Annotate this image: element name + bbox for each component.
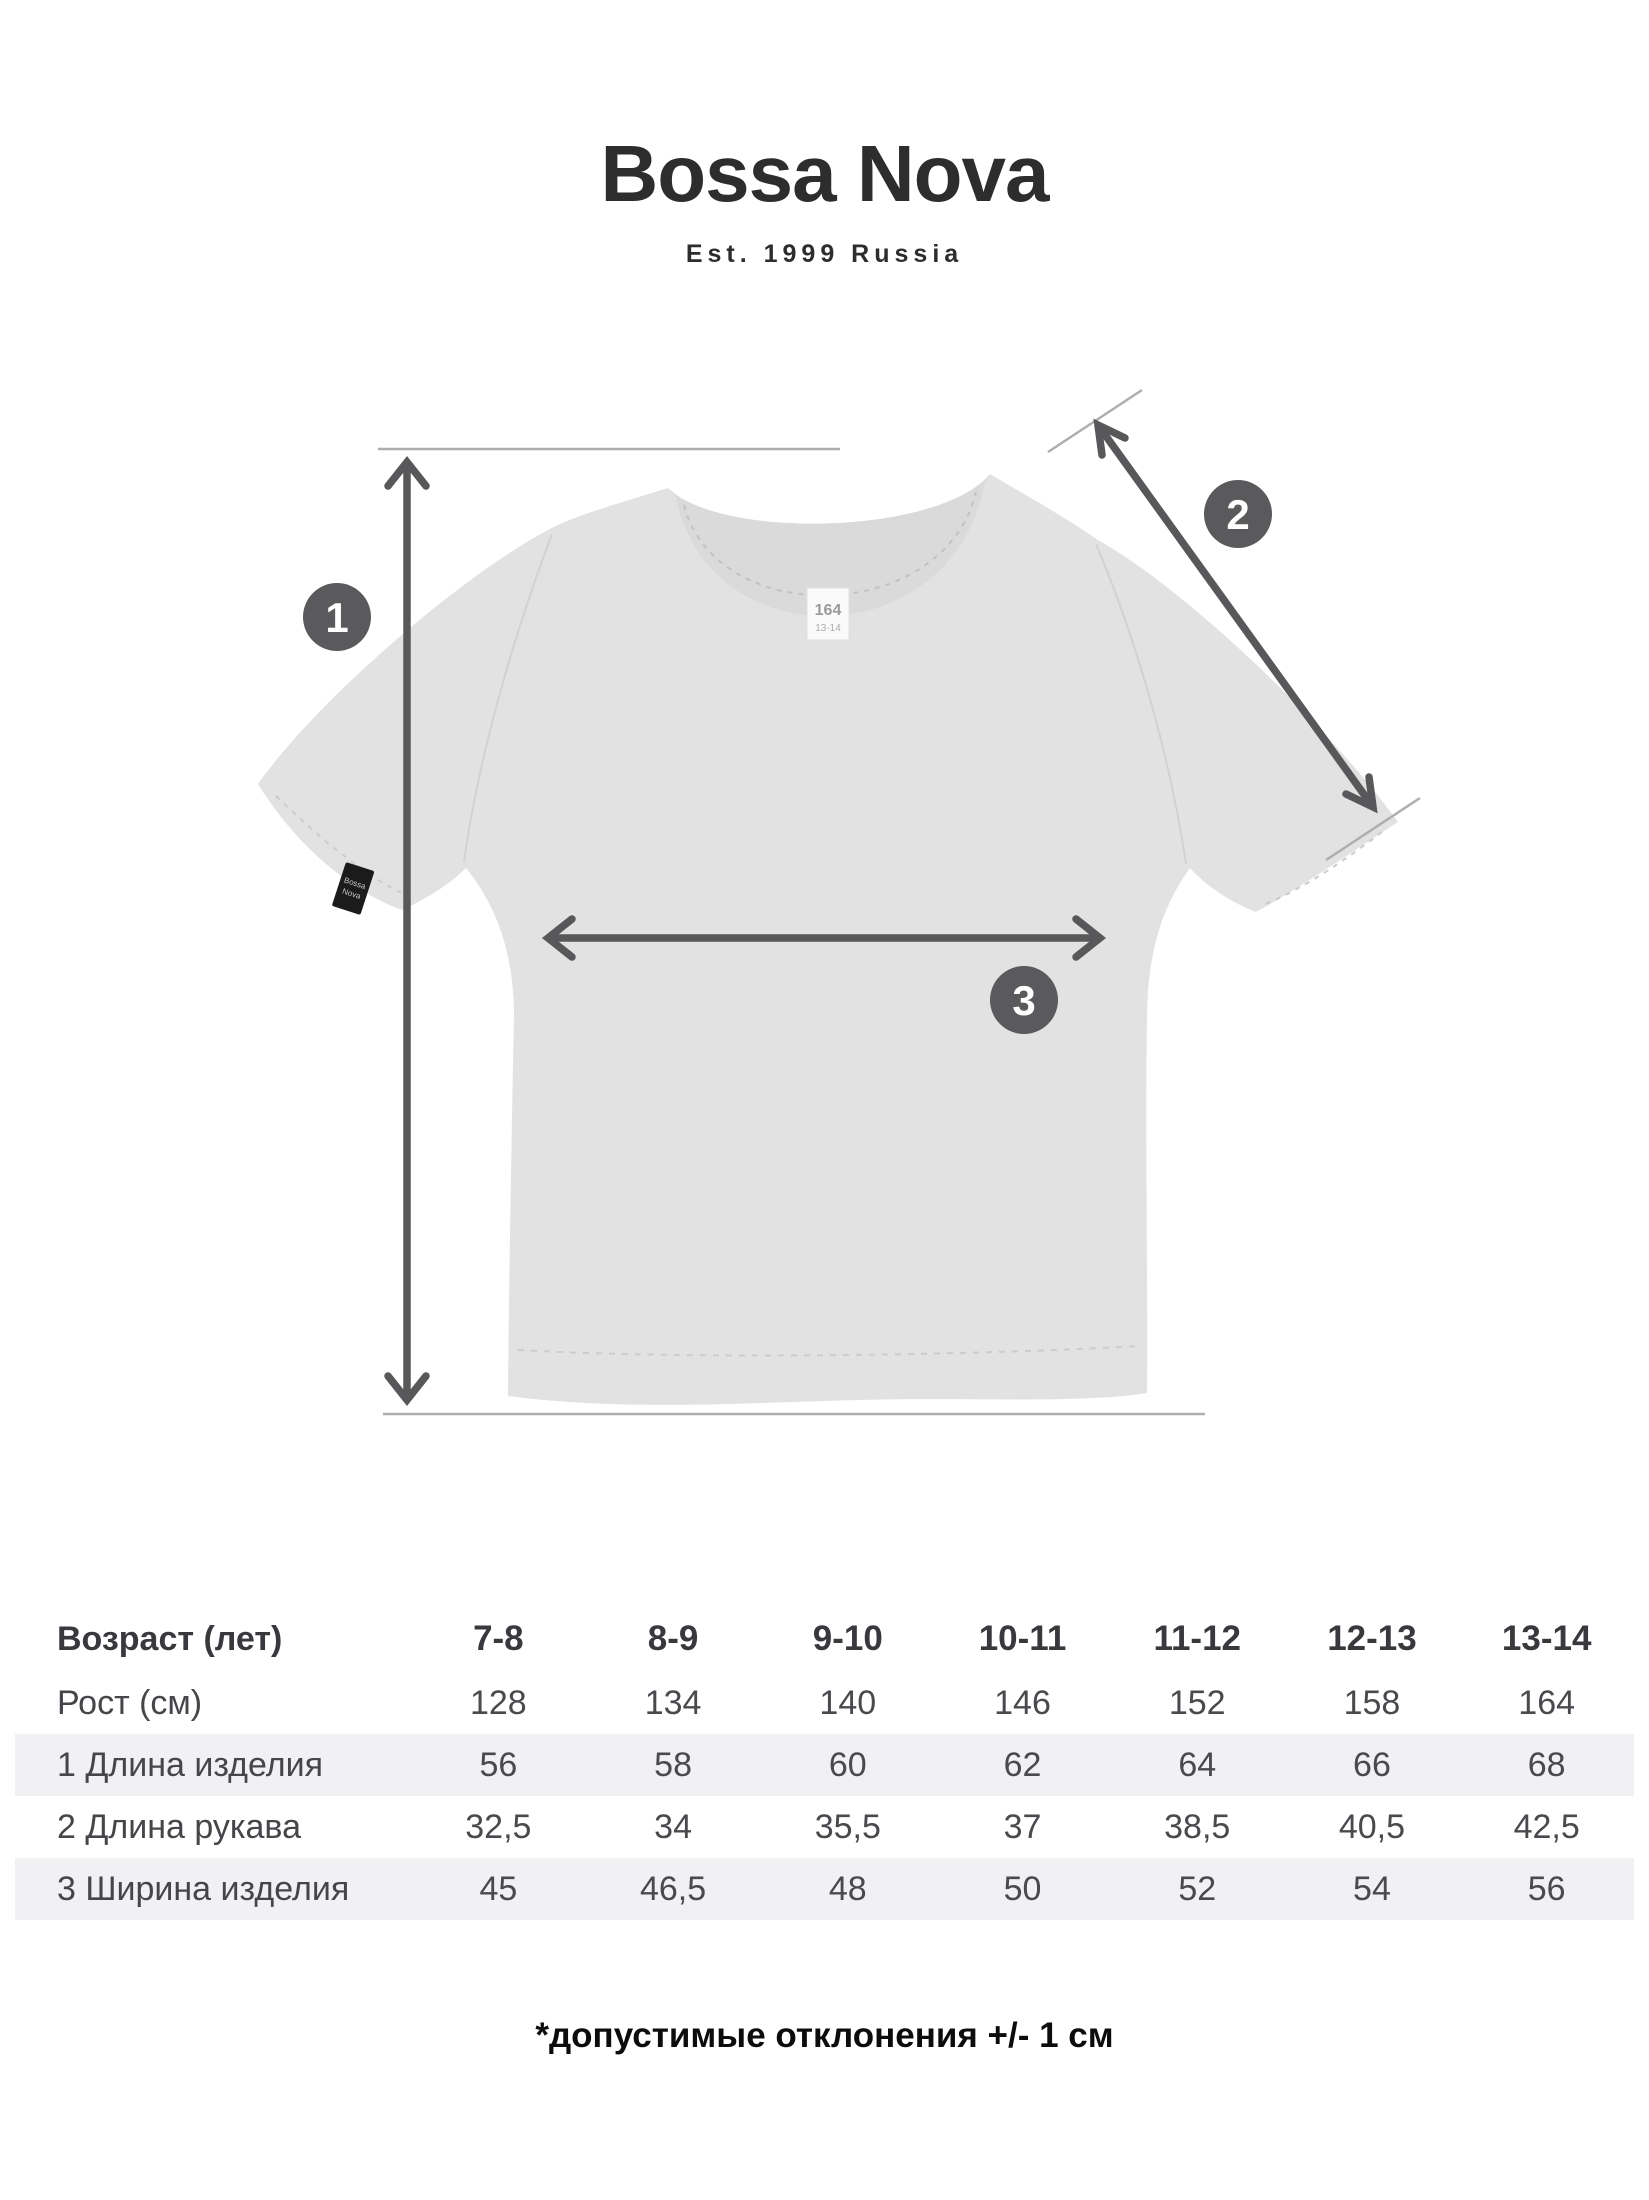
table-cell: 32,5 — [465, 1807, 532, 1846]
column-header: 11-12 — [1153, 1619, 1242, 1658]
table-header-row — [15, 1606, 1634, 1672]
column-header: 10-11 — [978, 1619, 1067, 1658]
table-cell: 128 — [469, 1683, 527, 1722]
table-cell: 164 — [1518, 1683, 1576, 1722]
marker-1 — [303, 583, 371, 651]
table-cell: 62 — [1003, 1745, 1042, 1784]
row-label: Возраст (лет) — [57, 1619, 283, 1658]
column-header: 7-8 — [473, 1619, 524, 1658]
table-cell: 34 — [654, 1807, 692, 1846]
svg-text:2: 2 — [1226, 491, 1250, 538]
table-cell: 45 — [479, 1869, 518, 1908]
table-cell: 60 — [828, 1745, 867, 1784]
table-cell: 40,5 — [1338, 1807, 1406, 1846]
row-label: 3 Ширина изделия — [57, 1869, 350, 1908]
table-cell: 58 — [654, 1745, 692, 1784]
svg-text:3: 3 — [1012, 977, 1036, 1024]
row-label: 1 Длина изделия — [57, 1745, 324, 1784]
table-cell: 152 — [1168, 1683, 1226, 1722]
column-header: 13-14 — [1501, 1619, 1592, 1658]
table-cell: 140 — [819, 1683, 877, 1722]
dimension-arrow-1 — [388, 462, 426, 1400]
column-header: 12-13 — [1327, 1619, 1417, 1658]
table-cell: 52 — [1178, 1869, 1217, 1908]
table-cell: 146 — [994, 1683, 1051, 1722]
column-header: 9-10 — [812, 1619, 883, 1658]
brand-title: Bossa Nova — [600, 129, 1049, 218]
neck-label-size-text: 164 — [814, 602, 842, 619]
table-row-sleeve-length — [15, 1796, 1634, 1858]
column-header: 8-9 — [647, 1619, 699, 1658]
svg-text:Bossa: Bossa — [342, 875, 367, 891]
brand-subtitle: Est. 1999 Russia — [685, 240, 964, 268]
marker-2 — [1204, 480, 1272, 548]
marker-3 — [990, 966, 1058, 1034]
table-cell: 64 — [1178, 1745, 1217, 1784]
table-cell: 35,5 — [814, 1807, 881, 1846]
table-cell: 42,5 — [1513, 1807, 1580, 1846]
table-cell: 56 — [479, 1745, 518, 1784]
neck-label-age-text: 13-14 — [815, 623, 841, 634]
table-row-garment-length — [15, 1734, 1634, 1796]
svg-text:1: 1 — [325, 594, 349, 641]
table-cell: 48 — [828, 1869, 867, 1908]
table-row-garment-width — [15, 1858, 1634, 1920]
size-table — [15, 1606, 1634, 1920]
tolerance-footnote: *допустимые отклонения +/- 1 см — [535, 2016, 1114, 2055]
table-cell: 134 — [644, 1683, 702, 1722]
table-cell: 56 — [1527, 1869, 1566, 1908]
row-label: Рост (см) — [57, 1683, 203, 1722]
table-cell: 66 — [1353, 1745, 1391, 1784]
table-cell: 50 — [1003, 1869, 1042, 1908]
table-row-height — [15, 1672, 1634, 1734]
table-cell: 37 — [1003, 1807, 1042, 1846]
row-label: 2 Длина рукава — [57, 1807, 301, 1846]
svg-text:Nova: Nova — [341, 886, 362, 901]
table-cell: 68 — [1527, 1745, 1566, 1784]
table-cell: 158 — [1343, 1683, 1401, 1722]
table-cell: 54 — [1353, 1869, 1391, 1908]
table-cell: 38,5 — [1164, 1807, 1231, 1846]
table-cell: 46,5 — [639, 1869, 707, 1908]
